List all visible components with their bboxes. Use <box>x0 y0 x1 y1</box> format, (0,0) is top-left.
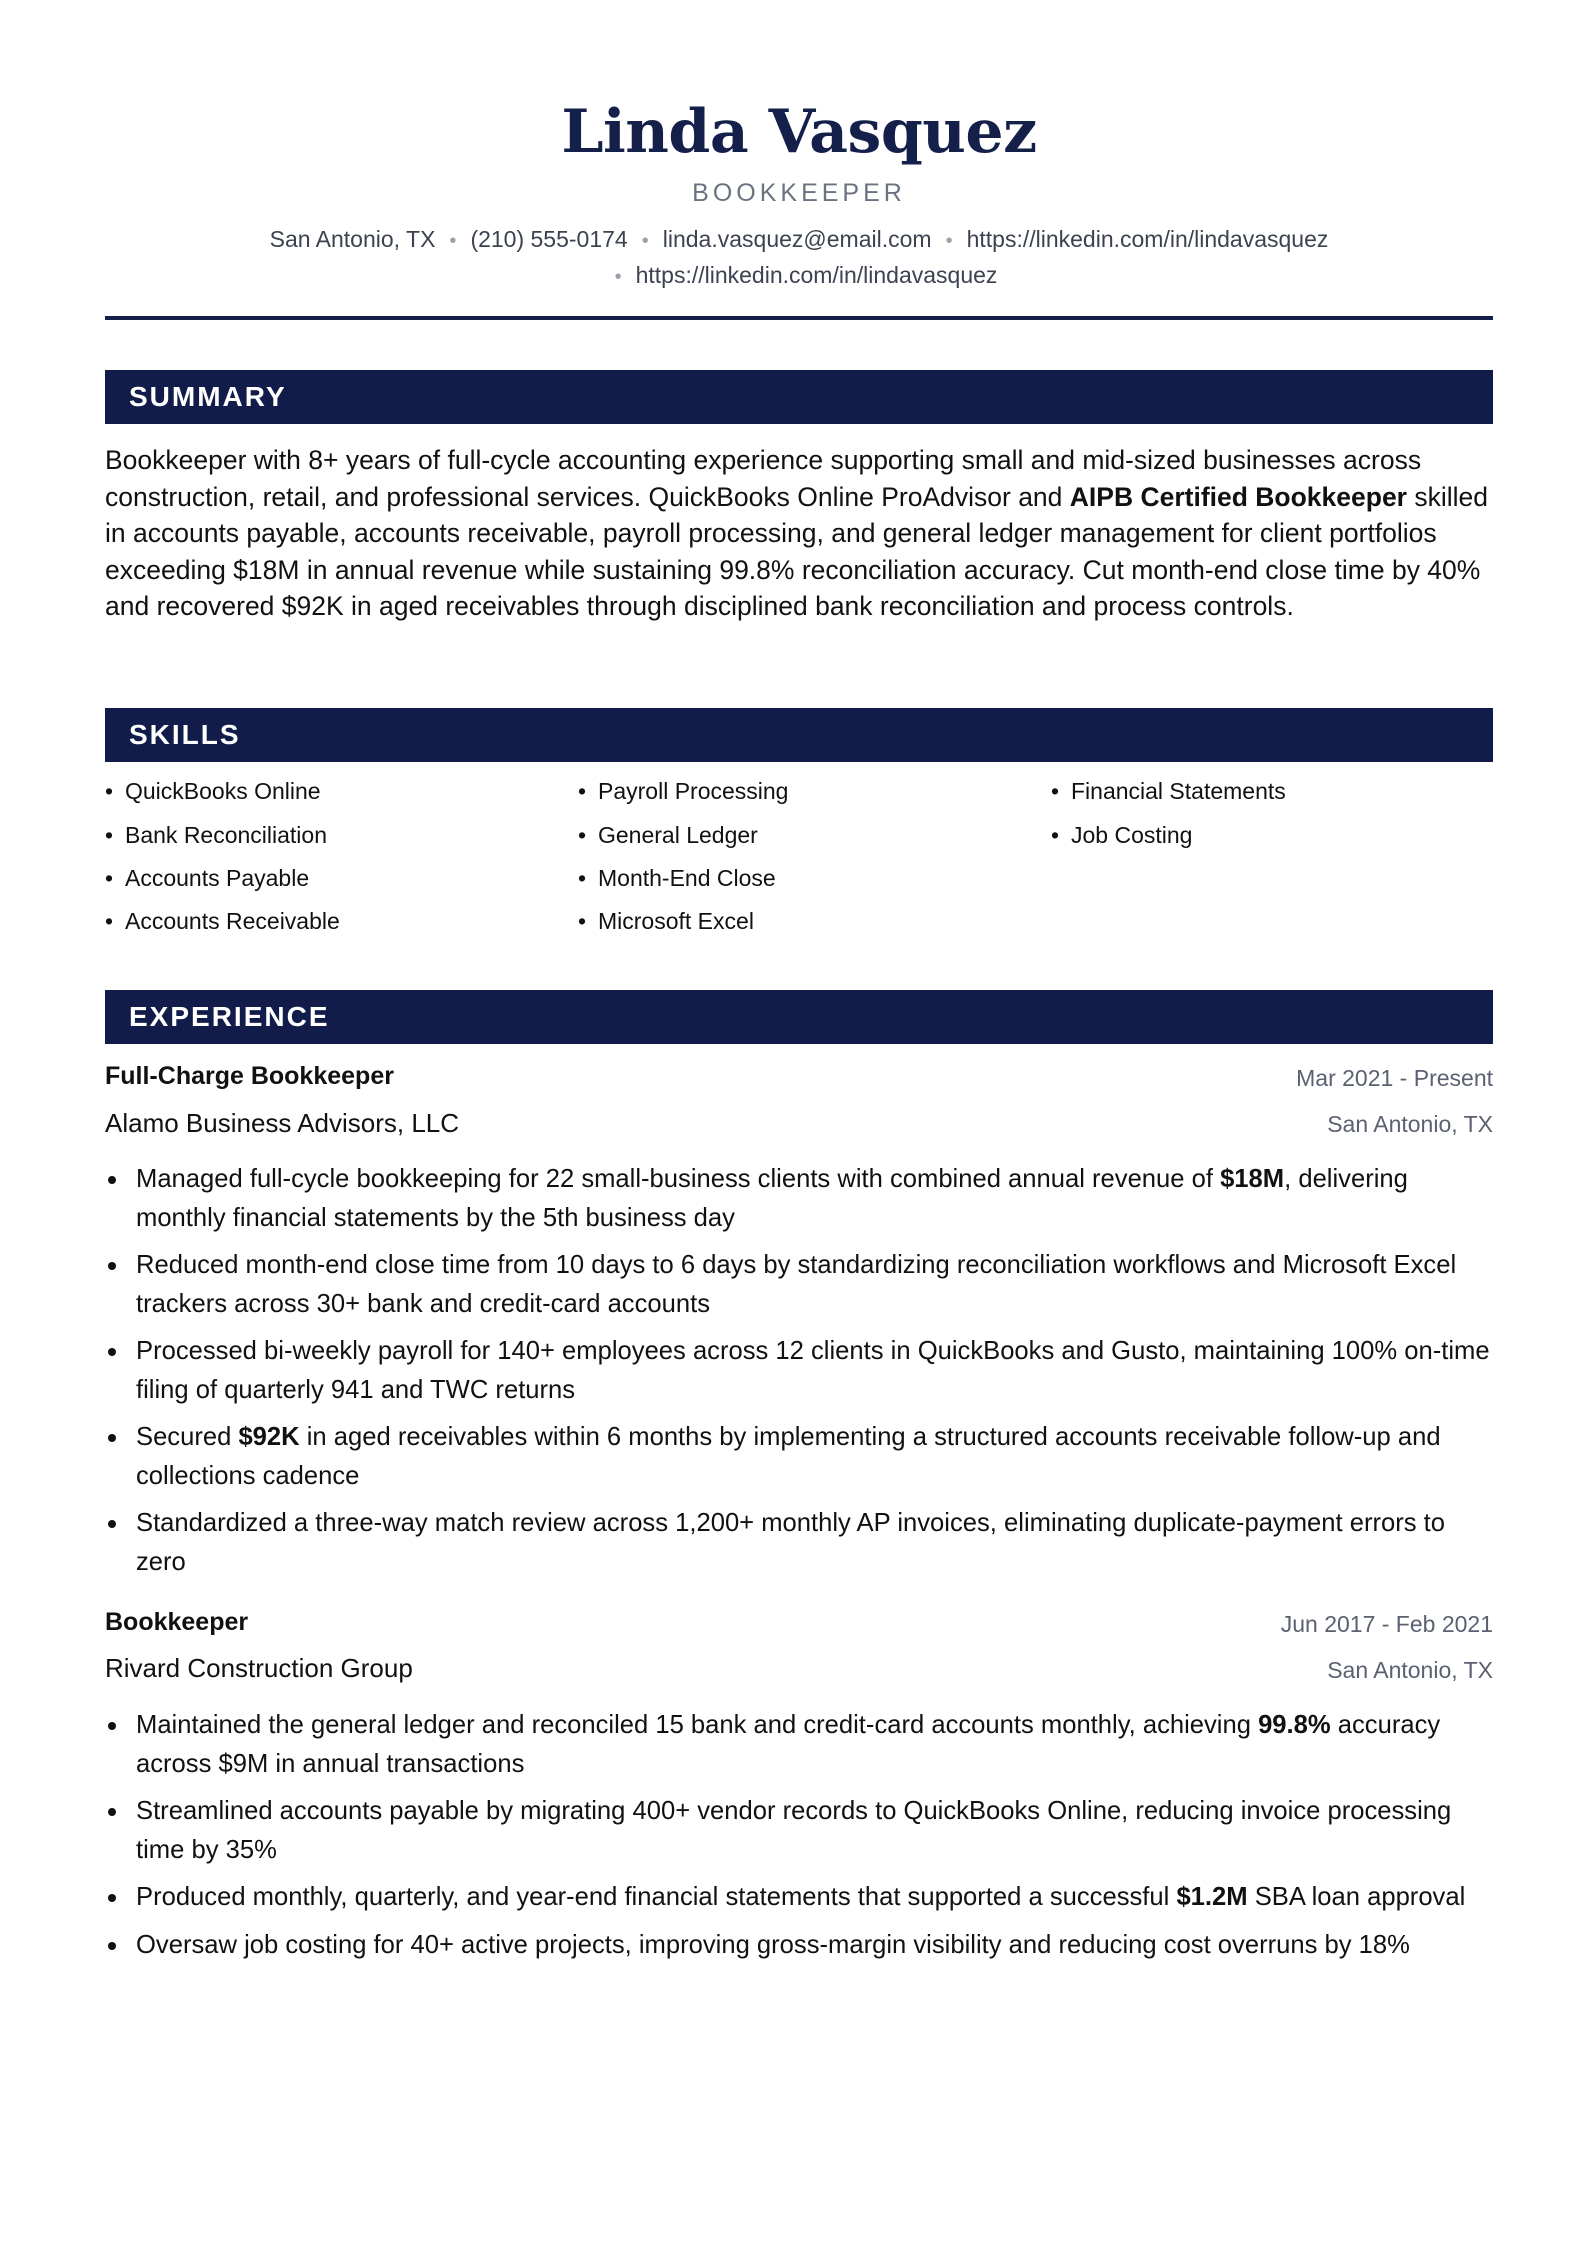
job-dates: Mar 2021 - Present <box>1296 1065 1493 1091</box>
bullet-text: Oversaw job costing for 40+ active projects, improving gross-margin visibility and reducing cost overruns by 18% <box>136 1930 1410 1959</box>
job-location: San Antonio, TX <box>1327 1111 1493 1137</box>
skill-item <box>578 820 758 850</box>
job-bullet <box>105 1160 1493 1237</box>
experience-heading: EXPERIENCE <box>129 1001 330 1032</box>
bullet-dot: • <box>1051 822 1060 848</box>
bullet-text: Reduced month-end close time from 10 days to 6 days by standardizing reconciliation workflows and Microsoft Excel trackers across 30+ bank and credit-card accounts <box>136 1251 1457 1318</box>
job-title: Bookkeeper <box>105 1608 249 1636</box>
job-bullet <box>105 1926 1493 1965</box>
skill-item <box>1051 820 1192 850</box>
job-bullets <box>105 1706 1493 1964</box>
contact-linkedin[interactable]: https://linkedin.com/in/lindavasquez <box>966 226 1329 252</box>
skill-label: QuickBooks Online <box>125 778 321 804</box>
skill-label: Microsoft Excel <box>598 908 754 934</box>
skill-label: Financial Statements <box>1071 778 1286 804</box>
bullet-dot: • <box>578 908 587 934</box>
job-bullet <box>105 1332 1493 1409</box>
skill-item <box>578 863 776 893</box>
bullet-text: Secured <box>136 1423 239 1451</box>
separator-dot: • <box>614 266 622 288</box>
skills-section-bar <box>105 708 1493 762</box>
bullet-text: Standardized a three-way match review across 1,200+ monthly AP invoices, eliminating duplicate-payment errors to zero <box>136 1509 1446 1576</box>
contact-line-1 <box>105 223 1493 257</box>
contact-location: San Antonio, TX <box>269 226 436 252</box>
bullet-text-bold: $1.2M <box>1176 1883 1248 1911</box>
job-bullets <box>105 1160 1493 1581</box>
skill-label: Bank Reconciliation <box>125 822 328 848</box>
bullet-text-bold: $18M <box>1220 1165 1285 1193</box>
bullet-text: Processed bi-weekly payroll for 140+ employees across 12 clients in QuickBooks and Gusto, maintaining 100% on-time filing of quarterly 941 and TWC returns <box>136 1337 1490 1404</box>
summary-section-bar <box>105 370 1493 424</box>
job-dates: Jun 2017 - Feb 2021 <box>1280 1611 1493 1637</box>
job-company: Alamo Business Advisors, LLC <box>105 1108 460 1138</box>
skill-label: Payroll Processing <box>598 778 789 804</box>
skill-label: General Ledger <box>598 822 758 848</box>
job-location: San Antonio, TX <box>1327 1657 1493 1683</box>
skill-item <box>105 863 309 893</box>
skill-item <box>1051 776 1286 806</box>
bullet-dot: • <box>578 822 587 848</box>
bullet-dot: • <box>105 822 114 848</box>
bullet-text: SBA loan approval <box>1247 1883 1466 1911</box>
skill-item <box>105 820 327 850</box>
bullet-dot: • <box>578 778 587 804</box>
candidate-title: BOOKKEEPER <box>692 179 906 207</box>
bullet-text: in aged receivables within 6 months by implementing a structured accounts receivable follow-up and collections cadence <box>136 1423 1441 1490</box>
bullet-text-bold: 99.8% <box>1258 1711 1331 1739</box>
bullet-text: , delivering monthly financial statements by the 5th business day <box>136 1165 1408 1232</box>
summary-text <box>105 442 1493 625</box>
bullet-text: Managed full-cycle bookkeeping for 22 small-business clients with combined annual revenue of <box>136 1165 1221 1193</box>
contact-email[interactable]: linda.vasquez@email.com <box>662 226 932 252</box>
experience-section-bar <box>105 990 1493 1044</box>
summary-text-bold: AIPB Certified Bookkeeper <box>1069 481 1407 512</box>
job-bullet <box>105 1706 1493 1783</box>
job-bullet <box>105 1504 1493 1581</box>
job-company: Rivard Construction Group <box>105 1653 413 1683</box>
bullet-text: Streamlined accounts payable by migrating 400+ vendor records to QuickBooks Online, reducing invoice processing time by 35% <box>136 1797 1452 1864</box>
skill-label: Accounts Receivable <box>125 908 340 934</box>
skill-label: Month-End Close <box>598 865 776 891</box>
skill-item <box>105 776 321 806</box>
bullet-text: Maintained the general ledger and reconciled 15 bank and credit-card accounts monthly, achieving <box>136 1711 1259 1739</box>
bullet-dot: • <box>578 865 587 891</box>
contact-line-2 <box>105 259 1493 293</box>
bullet-text: accuracy across $9M in annual transactions <box>136 1711 1441 1778</box>
bullet-text: Produced monthly, quarterly, and year-end financial statements that supported a successful <box>136 1883 1177 1911</box>
bullet-dot: • <box>105 908 114 934</box>
summary-text-part: skilled in accounts payable, accounts receivable, payroll processing, and general ledger management for client portfolios exceeding $18M in annual revenue while sustaining 99.8% reconciliation accuracy. Cut month-end close time by 40% and recovered $92K in aged receivables through disciplined bank reconciliation and process controls. <box>105 481 1489 622</box>
skill-item <box>578 906 754 936</box>
job-bullet <box>105 1878 1493 1917</box>
job-bullet <box>105 1792 1493 1869</box>
header-divider <box>105 316 1493 320</box>
separator-dot: • <box>641 230 649 252</box>
skill-item <box>578 776 788 806</box>
skill-label: Job Costing <box>1071 822 1193 848</box>
separator-dot: • <box>945 230 953 252</box>
skill-item <box>105 906 340 936</box>
contact-linkedin-2[interactable]: https://linkedin.com/in/lindavasquez <box>635 262 998 288</box>
skills-heading: SKILLS <box>129 719 241 750</box>
contact-phone[interactable]: (210) 555-0174 <box>470 226 628 252</box>
separator-dot: • <box>449 230 457 252</box>
bullet-dot: • <box>105 865 114 891</box>
bullet-dot: • <box>1051 778 1060 804</box>
summary-text-part: Bookkeeper with 8+ years of full-cycle accounting experience supporting small and mid-sized businesses across construction, retail, and professional services. QuickBooks Online ProAdvisor and <box>105 445 1422 512</box>
skill-label: Accounts Payable <box>125 865 310 891</box>
candidate-name: Linda Vasquez <box>561 97 1037 167</box>
bullet-dot: • <box>105 778 114 804</box>
bullet-text-bold: $92K <box>238 1423 300 1451</box>
job-bullet <box>105 1246 1493 1323</box>
summary-heading: SUMMARY <box>129 381 287 412</box>
job-bullet <box>105 1418 1493 1495</box>
job-title: Full-Charge Bookkeeper <box>105 1062 394 1090</box>
